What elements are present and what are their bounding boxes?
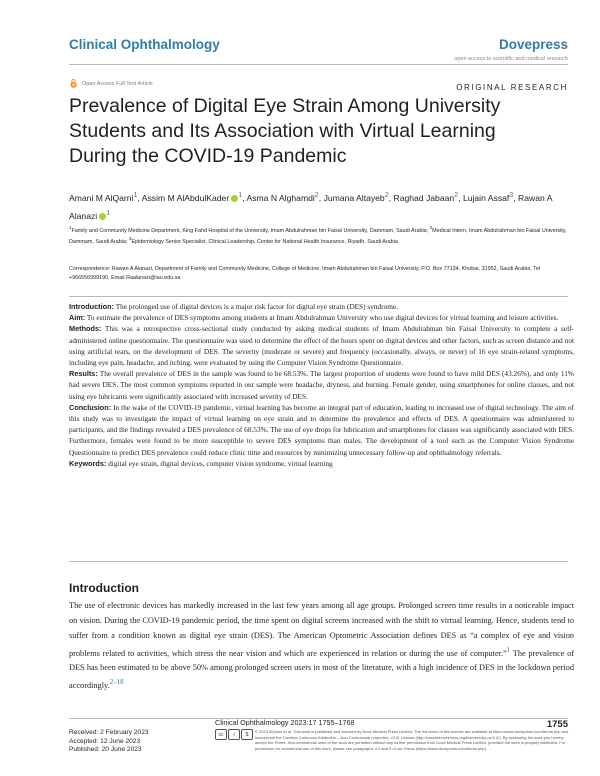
- open-access-label: Open Access Full Text Article: [82, 80, 153, 87]
- abstract-introduction: Introduction: The prolonged use of digital devices is a major risk factor for digital eye strain (DES) syndrome.: [69, 302, 398, 311]
- author-name: Jumana Altayeb: [323, 192, 385, 203]
- author-name: Lujain Assaf: [462, 192, 510, 203]
- affiliation-mark: 2: [429, 225, 433, 230]
- author[interactable]: [246, 193, 318, 203]
- attribution-icon: i: [228, 729, 240, 740]
- accepted-date: Accepted: 12 June 2023: [69, 737, 141, 745]
- author-affiliation-mark: 3: [509, 191, 514, 199]
- journal-citation: Clinical Ophthalmology 2023:17 1755–1768: [215, 718, 355, 727]
- header-divider: [69, 64, 568, 65]
- author-name: Raghad Jabaan: [393, 192, 455, 203]
- author[interactable]: [324, 193, 389, 203]
- abstract-methods: Methods: This was a retrospective cross-sectional study conducted by asking medical students of Imam Abdulrahman bin Faisal University to complete a self-administered online questionnaire. The questionnaire was used to determine the effect of the hours spent on digital devices and other factors, such as screen distance and not using artificial tears, on the development of DES. The severity (moderate or severe) and frequency (occasionally, always, or never) of 16 eye strain-related symptoms, including eye pain, headache, and itching, were evaluated by using the Computer Vision Syndrome Questionnaire.: [69, 324, 574, 368]
- author[interactable]: [393, 193, 458, 203]
- author-affiliation-mark: 2: [454, 191, 459, 199]
- affiliation-text: Family and Community Medicine Department, King Fahd Hospital of the University, Imam Abdulrahman bin Faisal University, Dammam, Saudi Arabia;: [71, 227, 429, 234]
- cc-icon: cc: [215, 729, 227, 740]
- article-type: ORIGINAL RESEARCH: [456, 83, 568, 92]
- abstract-keywords: Keywords: digital eye strain, digital devices, computer vision syndrome, virtual learning: [69, 458, 333, 468]
- publication-dates: [69, 729, 149, 755]
- publisher-tagline: open access to scientific and medical research: [454, 56, 568, 62]
- author[interactable]: [463, 193, 513, 203]
- noncommercial-icon: $: [241, 729, 253, 740]
- affiliation-text: Epidemiology Senior Specialist, Clinical Leadership, Center for National Health Insurance, Riyadh, Saudi Arabia: [131, 239, 398, 246]
- introduction-body: The use of electronic devices has markedly increased in the last few years among all age groups. Prolonged screen time results in a noticeable impact on vision. During the COVID-19 pandemic period, the time spent on digital screens increased with the shift to virtual learning. Hence, students tend to suffer from a condition known as digital eye strain (DES). The American Optometric Association defines DES as “a complex of eye and vision problems related to activities, which stress the near vision and which are experienced in relation or during the use of computer.”$^1$ The prevalence of DES has been estimated to be above 50% among prolonged screen users in most of the literature, with a high incidence of DES in the lockdown period accordingly.$^{2-18}$: [69, 601, 574, 691]
- open-access-badge: [69, 79, 153, 88]
- author-affiliation-mark: 2: [314, 191, 319, 199]
- author-affiliation-mark: 2: [384, 191, 389, 199]
- journal-name: Clinical Ophthalmology: [69, 37, 220, 52]
- abstract-bottom-divider: [69, 561, 568, 562]
- abstract-results: Results: The overall prevalence of DES in the sample was found to be 68.53%. The largest proportion of students were found to have mild DES (43.26%), and only 11% had severe DES. The most common symptoms reported in our sample were headache, dryness, and burning. Female gender, using smartphones for online classes, and not using eye lubricants were significantly associated with increased severity of DES.: [69, 369, 574, 401]
- page-number: 1755: [546, 719, 568, 730]
- abstract-aim: Aim: To estimate the prevalence of DES symptoms among students at Imam Abdulrahman University who use digital devices for virtual learning and leisure activities.: [69, 313, 559, 323]
- open-access-icon: [69, 79, 78, 88]
- author-name: Amani M AlQarni: [69, 192, 134, 203]
- author[interactable]: [69, 193, 137, 203]
- received-date: Received: 2 February 2023: [69, 729, 149, 736]
- author-affiliation-mark: 1: [133, 191, 138, 199]
- abstract: [69, 301, 574, 469]
- author-affiliation-mark: 1: [238, 191, 243, 199]
- section-heading-introduction: Introduction: [69, 581, 139, 595]
- author-name: Asma N Alghamdi: [246, 192, 315, 203]
- abstract-top-divider: [69, 296, 568, 297]
- author-name: Assim M AlAbdulKader: [141, 192, 230, 203]
- cc-license-badge[interactable]: [215, 729, 253, 740]
- affiliation-text: Medical Intern, Imam Abdulrahman bin Faisal University, Dammam, Saudi Arabia;: [69, 227, 567, 246]
- author-name: Rawan A Alanazi: [69, 192, 552, 221]
- author-affiliation-mark: 1: [106, 208, 111, 217]
- reference-link[interactable]: 1: [506, 646, 511, 654]
- author-list: Amani M AlQarni$^1$, Assim M AlAbdulKader $^1$, Asma N Alghamdi$^2$, Jumana Altayeb$^2$, Raghad Jabaan$^2$, Lujain Assaf$^3$, Rawan A Alanazi $^1$: [69, 191, 552, 221]
- published-date: Published: 20 June 2023: [69, 746, 142, 753]
- article-title: Prevalence of Digital Eye Strain Among University Students and Its Association with Virtual Learning During the COVID-19 Pandemic: [69, 95, 501, 167]
- affiliation-mark: 3: [128, 236, 132, 242]
- license-text: © 2023 AlQarni et al. This work is published and licensed by Dove Medical Press Limited. The full terms of this license are available at https://www.dovepress.com/terms.php and incorporate the Creative Commons Attribution – Non Commercial (unported, v3.0) License (http://creativecommons.org/licenses/by-nc/3.0/). By accessing the work you hereby accept the Terms. Non-commercial uses of the work are permitted without any further permission from Dove Medical Press Limited, provided the work is properly attributed. For permission for commercial use of this work, please see paragraphs 4.2 and 5 of our Terms (https://www.dovepress.com/terms.php).: [255, 729, 569, 751]
- correspondence: Correspondence: Rawan A Alanazi, Department of Family and Community Medicine, College of Medicine, Imam Abdulrahman bin Faisal University, P.O. Box 77134, Khobar, 31952, Saudi Arabia, Tel +966556999190, Email Raalanazi@iau.edu.sa: [69, 266, 541, 281]
- abstract-conclusion: Conclusion: In the wake of the COVID-19 pandemic, virtual learning has become an integral part of education, leading to increased use of digital technology. The aim of this study was to investigate the impact of virtual learning on eye strain and to determine the prevalence and effects of DES. A questionnaire was administered to participants, and the findings revealed a DES prevalence of 68.53%. The use of eye drops for lubrication and smartphones for classes was significantly associated with DES. Furthermore, females were found to be more susceptible to severe DES symptoms than males. The development of a tool such as the Computer Vision Syndrome Questionnaire to predict DES prevalence could reduce clinic time and resources by minimizing unnecessary follow-up and ophthalmology referrals.: [69, 402, 574, 457]
- affiliation-mark: 1: [69, 225, 72, 230]
- author[interactable]: [142, 193, 242, 203]
- reference-link[interactable]: 2–18: [109, 679, 124, 687]
- publisher-logo[interactable]: Dovepress: [498, 37, 568, 52]
- affiliations: [69, 224, 574, 247]
